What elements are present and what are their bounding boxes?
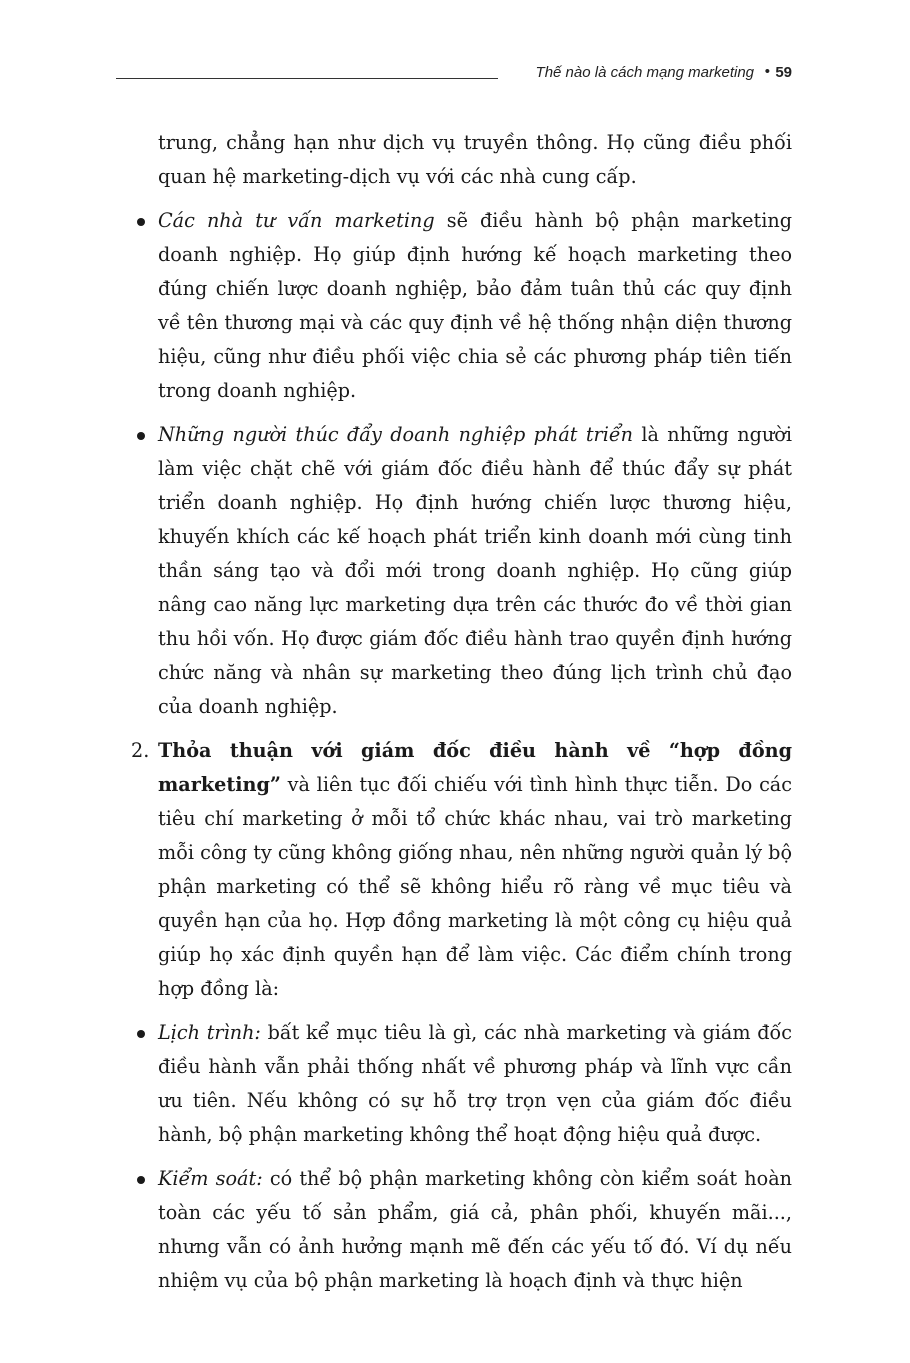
- bullet-term: Lịch trình:: [158, 1021, 261, 1044]
- page-number: 59: [775, 64, 792, 81]
- bullet-item: [158, 1016, 792, 1152]
- item-heading: Thỏa thuận với giám đốc điều hành về “hợp đồng marketing”: [158, 739, 792, 796]
- bullet-text: là những người làm việc chặt chẽ với giám đốc điều hành để thúc đẩy sự phát triển doanh nghiệp. Họ định hướng chiến lược thương hiệu, khuyến khích các kế hoạch phát triển kinh doanh mới cùng tinh thần sáng tạo và đổi mới trong doanh nghiệp. Họ cũng giúp nâng cao năng lực marketing dựa trên các thước đo về thời gian thu hồi vốn. Họ được giám đốc điều hành trao quyền định hướng chức năng và nhân sự marketing theo đúng lịch trình chủ đạo của doanh nghiệp.: [158, 423, 792, 718]
- bullet-item: [158, 418, 792, 724]
- item-text: và liên tục đối chiếu với tình hình thực tiễn. Do các tiêu chí marketing ở mỗi tổ chức khác nhau, vai trò marketing mỗi công ty cũng không giống nhau, nên những người quản lý bộ phận marketing có thể sẽ không hiểu rõ ràng về mục tiêu và quyền hạn của họ. Hợp đồng marketing là một công cụ hiệu quả giúp họ xác định quyền hạn để làm việc. Các điểm chính trong hợp đồng là:: [158, 773, 792, 1000]
- continuation-paragraph: trung, chẳng hạn như dịch vụ truyền thông. Họ cũng điều phối quan hệ marketing-dịch vụ với các nhà cung cấp.: [158, 131, 792, 188]
- header-separator: •: [764, 63, 770, 80]
- bullet-term: Kiểm soát:: [158, 1167, 263, 1190]
- bullet-item: [158, 204, 792, 408]
- item-number: 2.: [131, 739, 150, 762]
- bullet-icon: [137, 1030, 145, 1038]
- bullet-icon: [137, 432, 145, 440]
- bullet-item: [158, 1162, 792, 1298]
- bullet-text: bất kể mục tiêu là gì, các nhà marketing và giám đốc điều hành vẫn phải thống nhất về phương pháp và lĩnh vực cần ưu tiên. Nếu không có sự hỗ trợ trọn vẹn của giám đốc điều hành, bộ phận marketing không thể hoạt động hiệu quả được.: [158, 1021, 792, 1146]
- bullet-term: Các nhà tư vấn marketing: [158, 209, 435, 232]
- running-header: [116, 62, 792, 84]
- page-body: [131, 126, 792, 1298]
- chapter-title: Thế nào là cách mạng marketing: [535, 64, 754, 81]
- bullet-text: sẽ điều hành bộ phận marketing doanh nghiệp. Họ giúp định hướng kế hoạch marketing theo đúng chiến lược doanh nghiệp, bảo đảm tuân thủ các quy định về tên thương mại và các quy định về hệ thống nhận diện thương hiệu, cũng như điều phối việc chia sẻ các phương pháp tiên tiến trong doanh nghiệp.: [158, 209, 792, 402]
- bullet-icon: [137, 1176, 145, 1184]
- header-rule: [116, 78, 498, 79]
- bullet-text: có thể bộ phận marketing không còn kiểm soát hoàn toàn các yếu tố sản phẩm, giá cả, phân phối, khuyến mãi..., nhưng vẫn có ảnh hưởng mạnh mẽ đến các yếu tố đó. Ví dụ nếu nhiệm vụ của bộ phận marketing là hoạch định và thực hiện: [158, 1167, 792, 1292]
- bullet-term: Những người thúc đẩy doanh nghiệp phát triển: [158, 423, 633, 446]
- bullet-icon: [137, 218, 145, 226]
- numbered-item: [131, 734, 792, 1006]
